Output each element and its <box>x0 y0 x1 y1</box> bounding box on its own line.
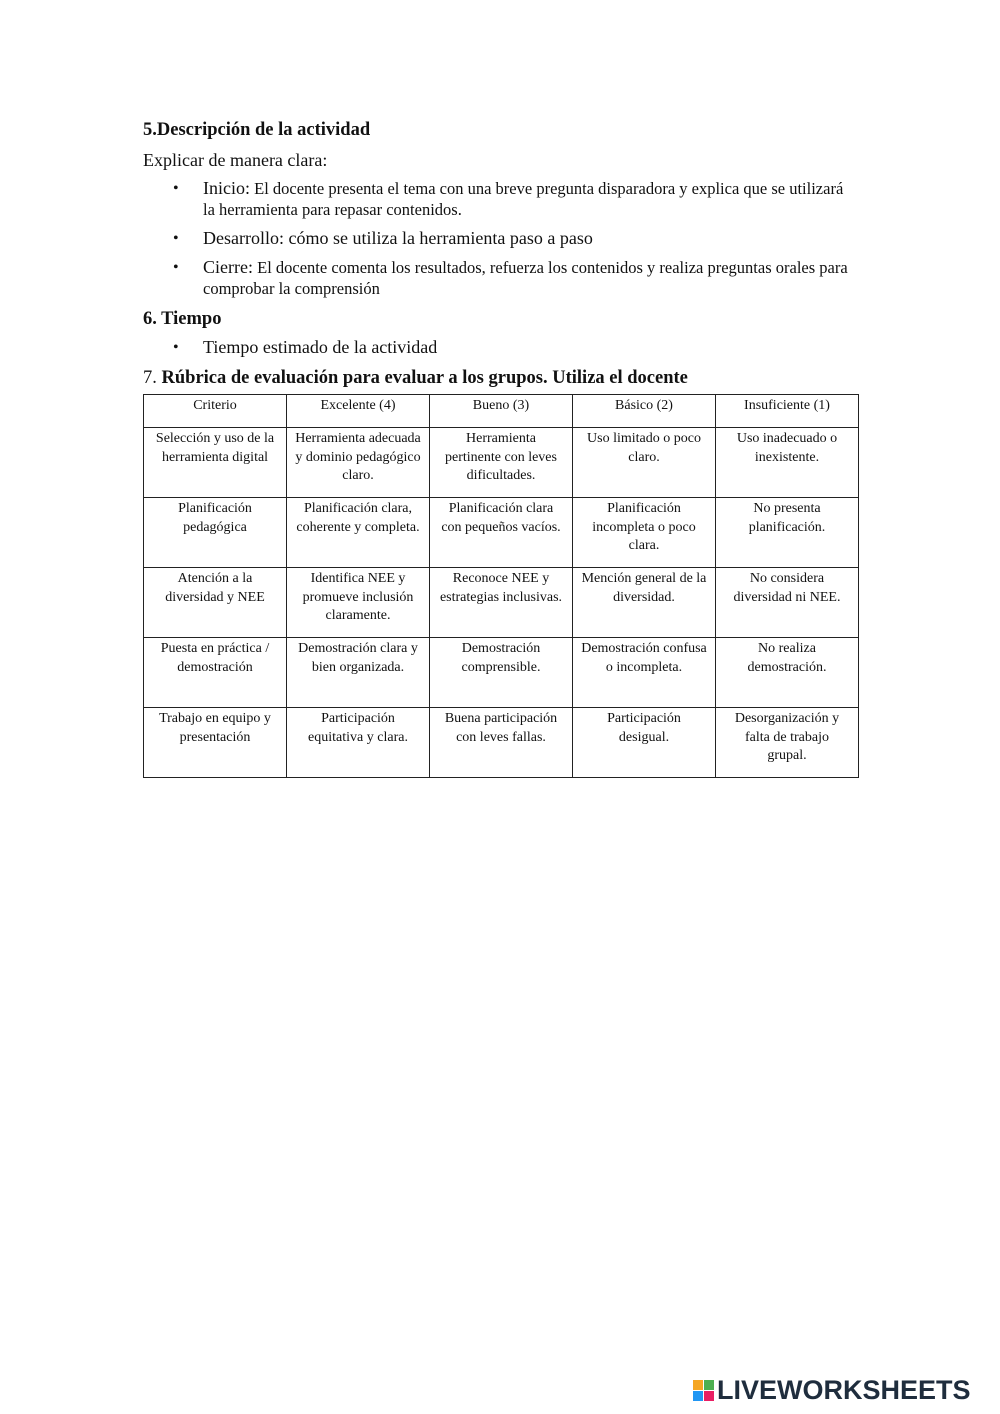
table-row <box>144 708 859 778</box>
bullet-icon: • <box>173 180 179 197</box>
section-7-number: 7. <box>143 368 162 388</box>
list-item <box>143 178 859 220</box>
table-cell: Buena participación con leves fallas. <box>430 708 573 778</box>
rubric-table <box>143 394 859 778</box>
header-insuficiente: Insuficiente (1) <box>716 395 859 428</box>
logo-square <box>693 1391 703 1401</box>
table-cell: No considera diversidad ni NEE. <box>716 568 859 638</box>
list-item-text: El docente comenta los resultados, refuerza los contenidos y realiza preguntas orales para comprobar la comprensión <box>203 258 848 298</box>
list-item-lead: Cierre: <box>203 257 253 277</box>
table-cell: Planificación pedagógica <box>144 498 287 568</box>
table-cell: Selección y uso de la herramienta digital <box>144 428 287 498</box>
document-page <box>143 118 859 778</box>
table-cell: Puesta en práctica / demostración <box>144 638 287 708</box>
table-cell: No presenta planificación. <box>716 498 859 568</box>
table-cell: Uso limitado o poco claro. <box>573 428 716 498</box>
list-item-text: El docente presenta el tema con una breve pregunta disparadora y explica que se utilizará la herramienta para repasar contenidos. <box>203 179 844 219</box>
list-item-text: Tiempo estimado de la actividad <box>203 337 438 357</box>
table-header-row <box>144 395 859 428</box>
table-cell: Demostración confusa o incompleta. <box>573 638 716 708</box>
table-cell: Herramienta pertinente con leves dificultades. <box>430 428 573 498</box>
logo-square <box>704 1391 714 1401</box>
bullet-icon: • <box>173 230 179 247</box>
table-cell: Planificación clara, coherente y completa. <box>287 498 430 568</box>
table-cell: Herramienta adecuada y dominio pedagógico claro. <box>287 428 430 498</box>
table-row <box>144 428 859 498</box>
table-cell: Trabajo en equipo y presentación <box>144 708 287 778</box>
table-cell: Desorganización y falta de trabajo grupal. <box>716 708 859 778</box>
bullet-icon: • <box>173 259 179 276</box>
list-item <box>143 257 859 299</box>
table-row <box>144 638 859 708</box>
section-5-list <box>143 178 859 299</box>
table-cell: Planificación incompleta o poco clara. <box>573 498 716 568</box>
list-item <box>143 337 859 358</box>
table-cell: Mención general de la diversidad. <box>573 568 716 638</box>
table-row <box>144 498 859 568</box>
section-5-heading: 5.Descripción de la actividad <box>143 120 371 140</box>
header-criterio: Criterio <box>144 395 287 428</box>
table-cell: Reconoce NEE y estrategias inclusivas. <box>430 568 573 638</box>
table-cell: No realiza demostración. <box>716 638 859 708</box>
table-cell: Planificación clara con pequeños vacíos. <box>430 498 573 568</box>
header-excelente: Excelente (4) <box>287 395 430 428</box>
table-row <box>144 568 859 638</box>
header-bueno: Bueno (3) <box>430 395 573 428</box>
table-cell: Participación equitativa y clara. <box>287 708 430 778</box>
table-cell: Identifica NEE y promueve inclusión claramente. <box>287 568 430 638</box>
logo-square <box>693 1380 703 1390</box>
section-6-heading: 6. Tiempo <box>143 309 222 329</box>
list-item-lead: Inicio: <box>203 178 250 198</box>
list-item <box>143 228 859 249</box>
bullet-icon: • <box>173 339 179 356</box>
table-cell: Participación desigual. <box>573 708 716 778</box>
table-cell: Demostración comprensible. <box>430 638 573 708</box>
section-7-title: Rúbrica de evaluación para evaluar a los grupos. Utiliza el docente <box>161 368 688 388</box>
table-cell: Demostración clara y bien organizada. <box>287 638 430 708</box>
section-6-list <box>143 337 859 358</box>
logo-grid-icon <box>693 1380 714 1401</box>
liveworksheets-logo <box>693 1375 971 1405</box>
table-cell: Atención a la diversidad y NEE <box>144 568 287 638</box>
logo-text: LIVEWORKSHEETS <box>717 1374 971 1405</box>
section-5-intro: Explicar de manera clara: <box>143 150 328 170</box>
list-item-lead: Desarrollo: cómo se utiliza la herramienta paso a paso <box>203 228 593 248</box>
logo-square <box>704 1380 714 1390</box>
table-cell: Uso inadecuado o inexistente. <box>716 428 859 498</box>
header-basico: Básico (2) <box>573 395 716 428</box>
section-7-heading <box>143 366 859 390</box>
